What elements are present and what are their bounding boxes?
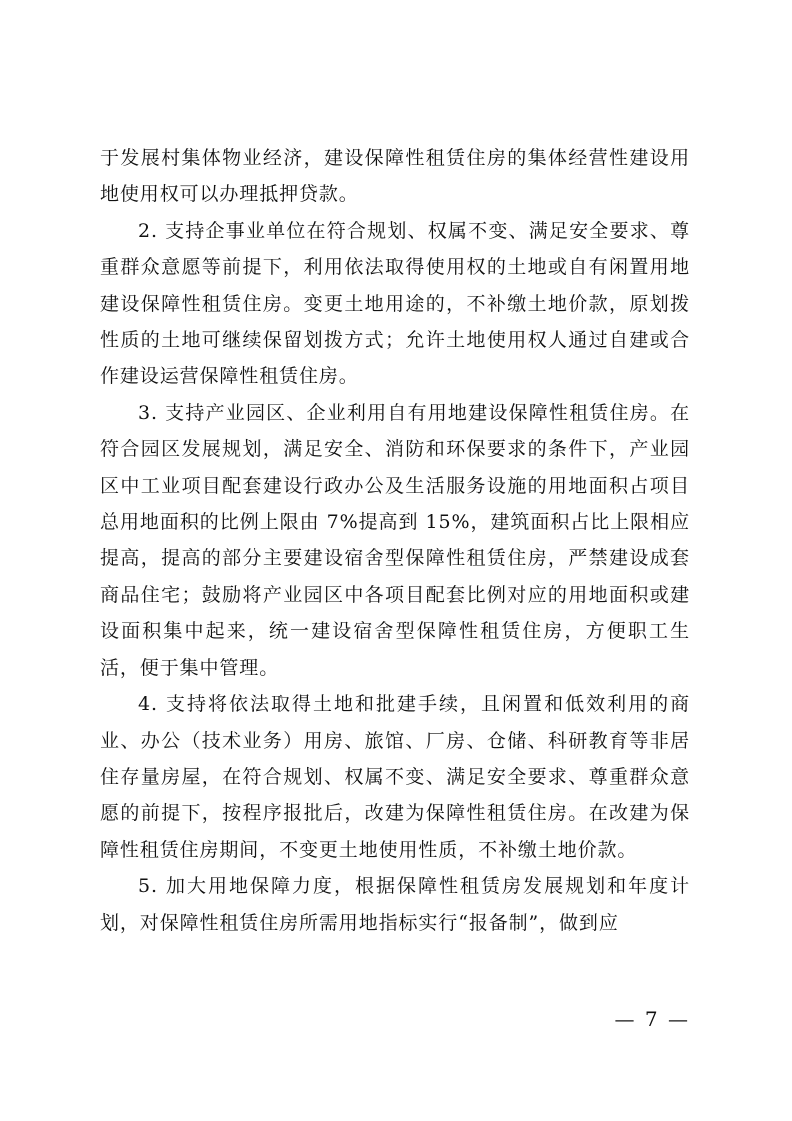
page-number: — 7 — [614, 1007, 690, 1031]
paragraph-item-4: 4. 支持将依法取得土地和批建手续，且闲置和低效利用的商业、办公（技术业务）用房、旅馆、厂房、仓储、科研教育等非居住存量房屋，在符合规划、权属不变、满足安全要求、尊重群众意愿的前提下，按程序报批后，改建为保障性租赁住房。在改建为保障性租赁住房期间，不变更土地使用性质，不补缴土地价款。 [100, 693, 690, 861]
paragraph-item-3: 3. 支持产业园区、企业利用自有用地建设保障性租赁住房。在符合园区发展规划，满足安全、消防和环保要求的条件下，产业园区中工业项目配套建设行政办公及生活服务设施的用地面积占项目总用地面积的比例上限由 7%提高到 15%，建筑面积占比上限相应提高，提高的部分主要建设宿舍型保障性租赁住房，严禁建设成套商品住宅；鼓励将产业园区中各项目配套比例对应的用地面积或建设面积集中起来，统一建设宿舍型保障性租赁住房，方便职工生活，便于集中管理。 [100, 401, 690, 679]
paragraph-continuation: 于发展村集体物业经济，建设保障性租赁住房的集体经营性建设用地使用权可以办理抵押贷款。 [100, 147, 690, 206]
paragraph-item-5: 5. 加大用地保障力度，根据保障性租赁房发展规划和年度计划，对保障性租赁住房所需用地指标实行“报备制”，做到应 [100, 875, 690, 934]
document-body [100, 140, 690, 941]
paragraph-item-2: 2. 支持企事业单位在符合规划、权属不变、满足安全要求、尊重群众意愿等前提下，利用依法取得使用权的土地或自有闲置用地建设保障性租赁住房。变更土地用途的，不补缴土地价款，原划拨性质的土地可继续保留划拨方式；允许土地使用权人通过自建或合作建设运营保障性租赁住房。 [100, 219, 690, 388]
